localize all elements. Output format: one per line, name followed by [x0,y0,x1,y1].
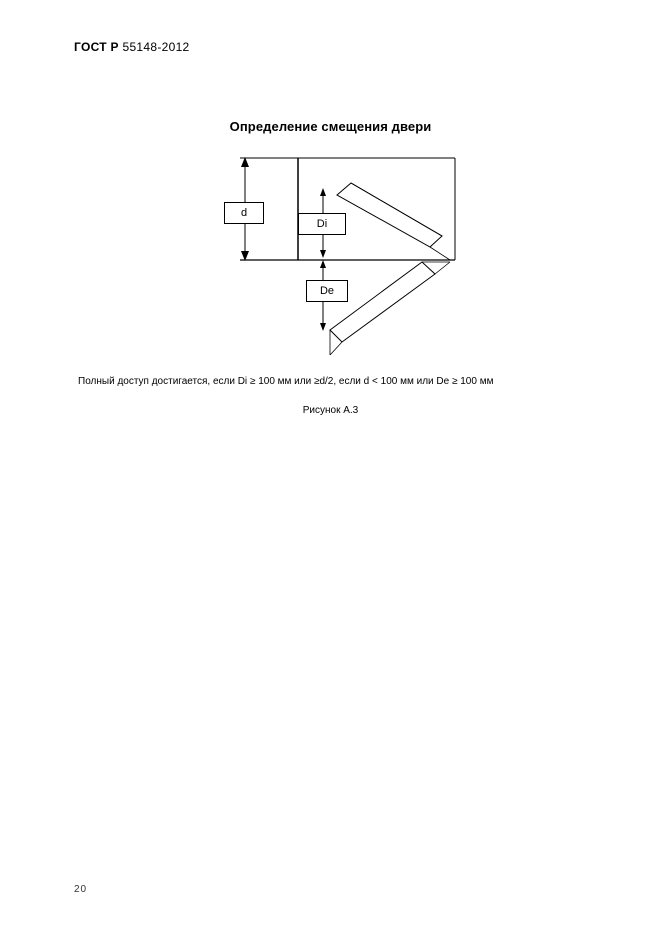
de-arrow-top [320,260,326,268]
diagram-drawing [210,150,480,365]
page-number: 20 [74,884,88,895]
de-label: De [306,280,348,302]
figure-number: Рисунок А.3 [302,405,359,416]
d-label: d [224,202,264,224]
figure-caption: Полный доступ достигается, если Di ≥ 100 мм или ≥d/2, если d < 100 мм или De ≥ 100 мм [78,376,494,387]
standard-prefix: ГОСТ Р [74,40,119,54]
de-arrow-bottom [320,323,326,331]
standard-number: 55148-2012 [122,40,190,54]
outer-door-panel [330,262,450,355]
figure-title: Определение смещения двери [229,119,432,134]
door-offset-diagram [210,150,480,365]
di-arrow-top [320,188,326,196]
document-header [74,40,190,54]
inner-door-panel [337,183,450,260]
di-arrow-bottom [320,250,326,258]
di-label: Di [298,213,346,235]
